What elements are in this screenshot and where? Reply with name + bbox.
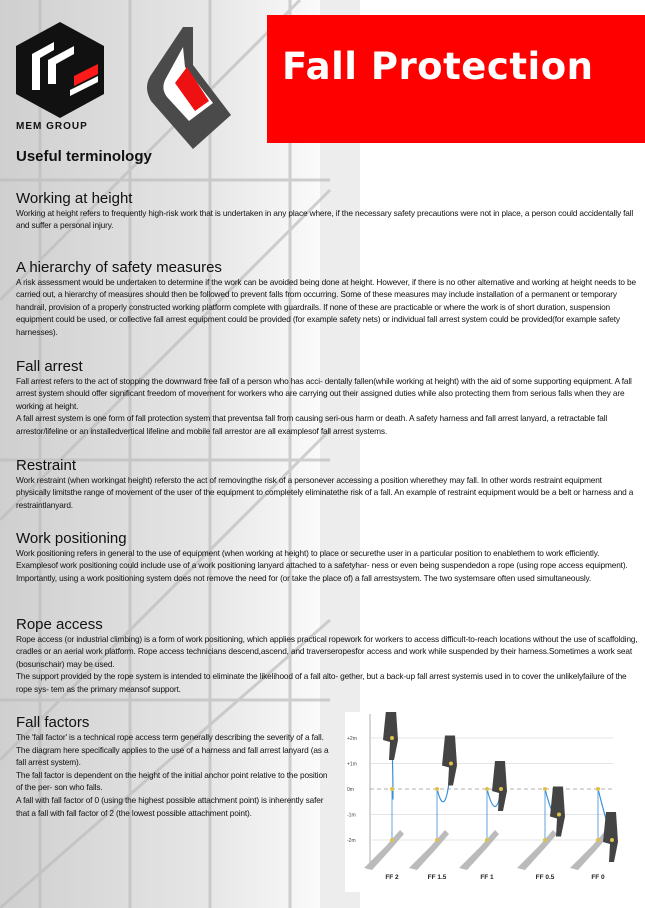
section-paragraph: Work restraint (when workingat height) refersto the act of removingthe risk of a personever accessing a position wherethey may fall. In other words restraint equipment physically limitsthe range of movement of the user of the equipment to completely eliminatethe risk of a fall. An example of restraint equipment would be a belt or harness and a restraintlanyard. xyxy=(16,475,634,510)
mem-group-logo-text: MEM GROUP xyxy=(16,121,88,132)
section-paragraph: The 'fall factor' is a technical rope access term generally describing the severity of a fall. xyxy=(16,732,324,742)
y-tick-label: +2m xyxy=(347,736,357,742)
worker-figure-silhouette xyxy=(442,736,457,786)
section-paragraph: A risk assessment would be undertaken to determine if the work can be avoided being done at height. However, if there is no other alternative and working at height needs to be carried out, a hierarchy of measures should then be followed to prevent falls from occurring. Some of these measures may include installation of a permanent or temporary handrail, provision of a properly constructed working platform complete with guardrails. If none of these are practicable or where the work is of short duration, suspension equipment could be used, or collective fall arrest equipment could be provided (for example safety nets) or individual fall arrest system could be provided(for example safety harnesses). xyxy=(16,277,636,337)
section-paragraph: The diagram here specifically applies to the use of a harness and fall arrest lanyard (as a fall arrest system). xyxy=(16,744,329,768)
section-paragraph: Rope access (or industrial climbing) is a form of work positioning, which applies practical ropework for workers to access difficult-to-reach locations without the use of scaffolding, cradles or an aerial work platform. Rope access technicians descend,ascend, and traverseropesfor access and work while suspended by their harness.Sometimes a work seat (bosunschair) may be used. xyxy=(16,634,638,669)
y-tick-label: 0m xyxy=(347,787,354,793)
fall-factor-label: FF 1.5 xyxy=(427,874,447,881)
section-heading: Restraint xyxy=(16,457,77,474)
harness-point xyxy=(499,787,503,791)
harness-point xyxy=(449,762,453,766)
section-restraint xyxy=(16,457,638,511)
section-subtitle: Useful terminology xyxy=(16,148,152,165)
fall-factor-diagram xyxy=(345,712,645,892)
y-tick-label: +1m xyxy=(347,761,357,768)
section-heading: Work positioning xyxy=(16,530,127,547)
fall-factor-label: FF 0 xyxy=(591,874,605,881)
harness-point xyxy=(610,838,614,842)
section-paragraph: The support provided by the rope system is intended to eliminate the likelihood of a fall alto- gether, but a back-up fall arrest systemis used in to cover the unlikelyfailure of the rope sys- tem as the primary meansof support. xyxy=(16,671,627,694)
anchor-point xyxy=(435,787,439,791)
fall-factor-label: FF 0.5 xyxy=(535,874,555,881)
harness-point xyxy=(390,736,394,740)
section-paragraph: A fall with fall factor of 0 (using the highest possible attachment point) is inherently safer that a fall with fall factor of 2 (the lowest possible attachment point). xyxy=(16,794,324,818)
section-heading: Rope access xyxy=(16,616,103,633)
section-hierarchy-of-safety-measures xyxy=(16,259,638,338)
worker-figure-silhouette xyxy=(550,787,565,837)
anchor-point xyxy=(543,787,547,791)
fallen-figure-silhouette xyxy=(409,830,449,870)
anchor-point xyxy=(390,787,394,791)
mem-group-logo xyxy=(14,20,106,120)
arrest-point xyxy=(390,838,394,842)
page-title: Fall Protection xyxy=(282,45,594,88)
arrest-point xyxy=(543,838,547,842)
worker-figure-silhouette xyxy=(492,761,507,811)
section-heading: Working at height xyxy=(16,190,133,207)
worker-figure-silhouette xyxy=(603,812,618,862)
section-heading: A hierarchy of safety measures xyxy=(16,259,222,276)
y-tick-label: -1m xyxy=(347,812,356,819)
arrest-point xyxy=(435,838,439,842)
section-paragraph: A fall arrest system is one form of fall protection system that preventsa fall from causing seri-ous harm or death. A safety harness and fall arrest lanyard, a retractable fall arrestor/lifeline or an installedvertical lifeline and mobile fall arrestor are all examplesof fall arrest systems. xyxy=(16,413,608,436)
section-working-at-height xyxy=(16,190,638,232)
worker-figure-silhouette xyxy=(383,712,398,760)
section-rope-access xyxy=(16,616,638,695)
fall-factor-label: FF 1 xyxy=(480,874,494,881)
arrest-point xyxy=(485,838,489,842)
section-paragraph: Fall arrest refers to the act of stopping the downward free fall of a person who has acci- dentally fallen(while working at height) with the aid of some supporting equipment. A fall arrest system should offer significant freedom of movement for workers who are carrying out their assigned duties while also protecting them from serious falls when they are working at height. xyxy=(16,376,632,411)
section-paragraph: Working at height refers to frequently high-risk work that is undertaken in any place where, if the necessary safety precautions were not in place, a person could accidentally fall and suffer a personal injury. xyxy=(16,208,634,231)
fallen-figure-silhouette xyxy=(517,830,557,870)
section-paragraph: Work positioning refers in general to the use of equipment (when working at height) to place or securethe user in a particular position to enablethem to work efficiently. Examplesof work positioning could include use of a work positioning lanyard attached to a safetyhar- ness or even being suspendedon a rope (using rope access equipment). Importantly, using a work positioning system does not remove the need for (or take the place of) a fall arrestsystem. The two systemsare often used simultaneously. xyxy=(16,548,628,583)
fallen-figure-silhouette xyxy=(459,830,499,870)
y-tick-label: -2m xyxy=(347,838,356,844)
section-fall-factors xyxy=(16,714,336,819)
section-heading: Fall factors xyxy=(16,714,90,731)
section-heading: Fall arrest xyxy=(16,358,83,375)
fall-factor-label: FF 2 xyxy=(385,874,399,881)
title-banner xyxy=(267,15,645,143)
anchor-point xyxy=(596,787,600,791)
section-paragraph: The fall factor is dependent on the height of the initial anchor point relative to the position of the per- son who falls. xyxy=(16,769,328,793)
anchor-point xyxy=(485,787,489,791)
harness-point xyxy=(557,813,561,817)
malegmo-logo xyxy=(143,25,238,153)
section-work-positioning xyxy=(16,530,638,584)
section-fall-arrest xyxy=(16,358,638,437)
arrest-point xyxy=(596,838,600,842)
